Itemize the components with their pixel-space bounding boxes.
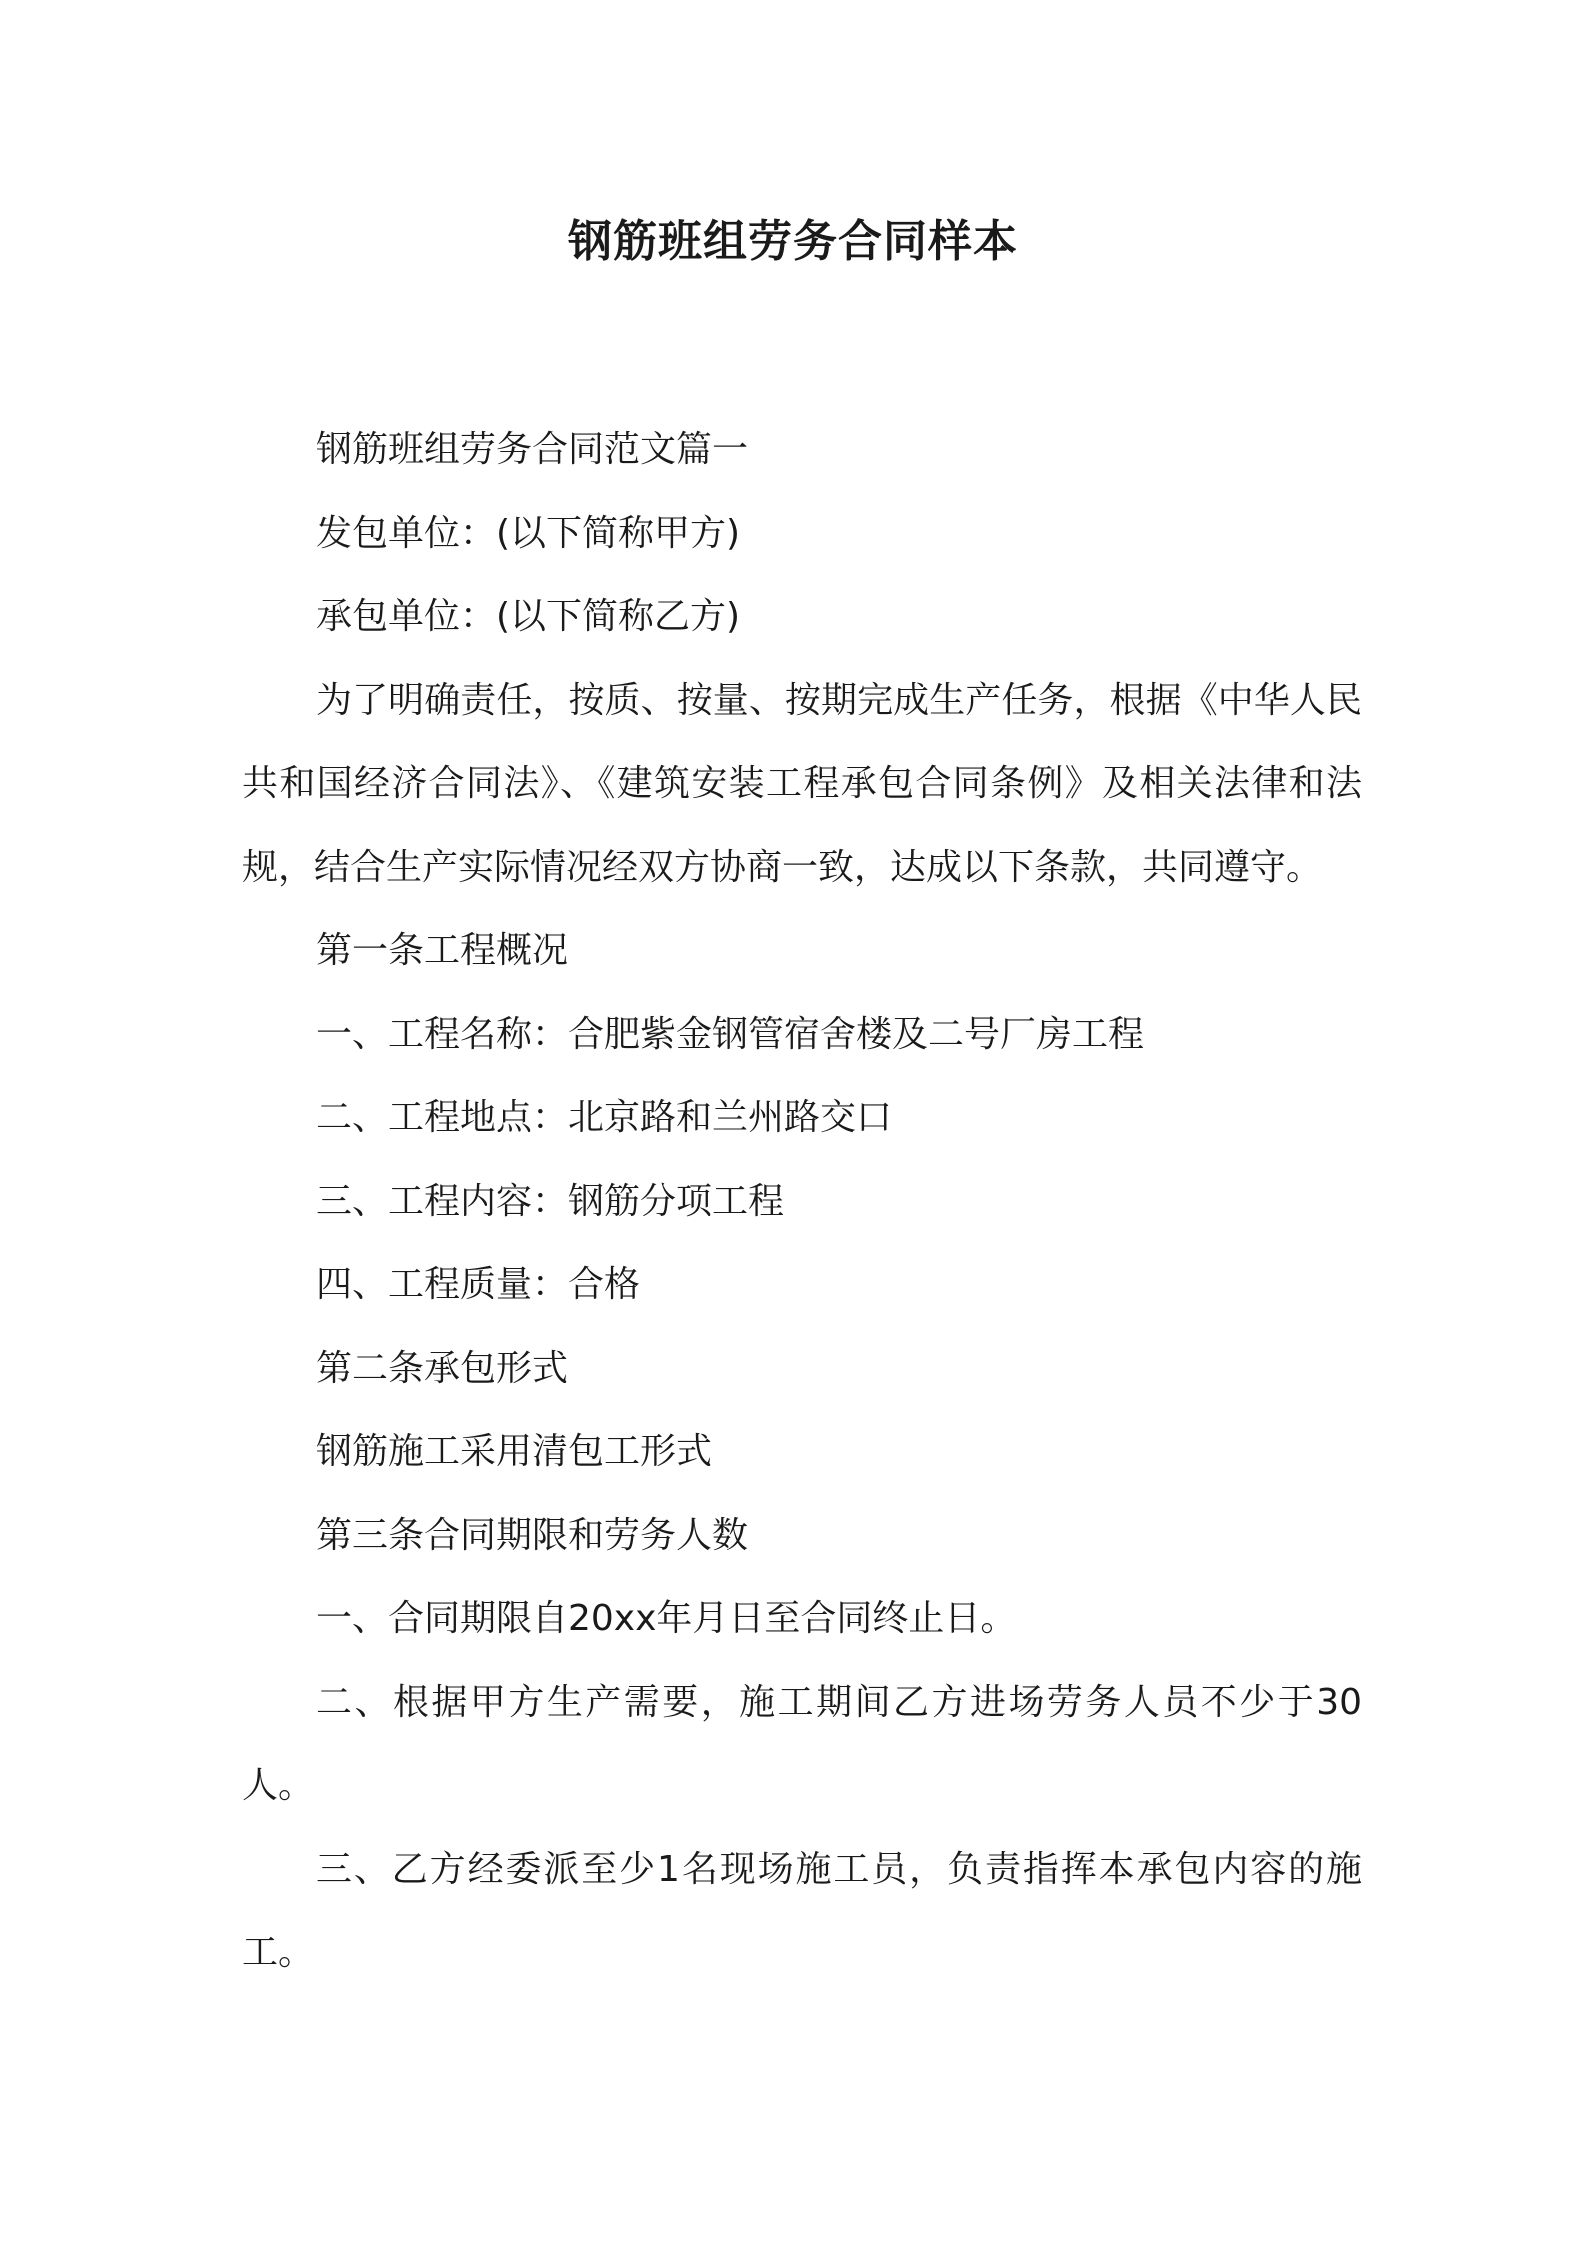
article-two-heading: 第二条承包形式: [316, 1347, 569, 1389]
contract-period: 一、合同期限自20xx年月日至合同终止日。: [316, 1598, 1017, 1639]
project-location: 二、工程地点：北京路和兰州路交口: [316, 1097, 893, 1138]
site-supervisor: 三、乙方经委派至少1名现场施工员，负责指挥本承包内容的施工。: [242, 1848, 1362, 1973]
project-quality: 四、工程质量：合格: [316, 1264, 641, 1305]
paragraph-contractor: 承包单位：(以下简称乙方): [316, 596, 741, 637]
paragraph-heading: 钢筋班组劳务合同范文篇一: [316, 429, 749, 470]
document-title: 钢筋班组劳务合同样本: [568, 216, 1018, 267]
labor-count: 二、根据甲方生产需要，施工期间乙方进场劳务人员不少于30人。: [242, 1681, 1362, 1806]
paragraph-employer: 发包单位：(以下简称甲方): [316, 512, 741, 554]
contract-form: 钢筋施工采用清包工形式: [316, 1431, 713, 1472]
project-content: 三、工程内容：钢筋分项工程: [316, 1180, 785, 1222]
article-one-heading: 第一条工程概况: [316, 930, 569, 971]
document-body: [242, 408, 1362, 1995]
project-name: 一、工程名称：合肥紫金钢管宿舍楼及二号厂房工程: [316, 1013, 1145, 1055]
article-three-heading: 第三条合同期限和劳务人数: [316, 1514, 749, 1556]
paragraph-preamble: 为了明确责任，按质、按量、按期完成生产任务，根据《中华人民共和国经济合同法》、《建筑安装工程承包合同条例》及相关法律和法规，结合生产实际情况经双方协商一致，达成以下条款，共同遵守。: [242, 679, 1362, 888]
